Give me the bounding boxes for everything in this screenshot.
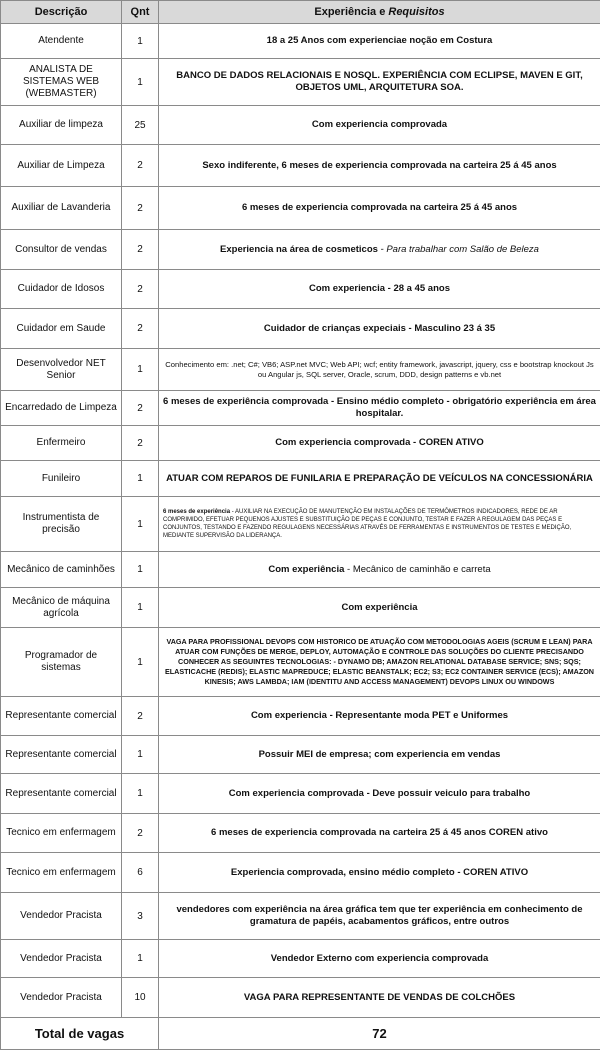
row-descricao: Programador de sistemas xyxy=(1,628,122,697)
table-row xyxy=(1,552,600,588)
header-qnt: Qnt xyxy=(122,1,159,24)
row-requisitos-bold: 6 meses de experiência xyxy=(163,509,230,515)
row-requisitos: 6 meses de experiencia comprovada na carteira 25 á 45 anos COREN ativo xyxy=(159,814,600,853)
row-descricao: Auxiliar de limpeza xyxy=(1,106,122,145)
table-row xyxy=(1,24,600,59)
row-descricao: Cuidador de Idosos xyxy=(1,270,122,309)
row-requisitos: Conhecimento em: .net; C#; VB6; ASP.net MVC; Web API; wcf; entity framework, javascript, jquery, css e bootstrap knockout Js ou Angular js, SQL server, Oracle, scrum, DDD, design patterns e vb.net xyxy=(159,349,600,391)
row-qnt: 3 xyxy=(122,893,159,940)
row-qnt: 1 xyxy=(122,552,159,588)
row-qnt: 2 xyxy=(122,426,159,461)
row-requisitos: Com experiencia comprovada - COREN ATIVO xyxy=(159,426,600,461)
row-descricao: Mecânico de caminhões xyxy=(1,552,122,588)
table-row xyxy=(1,940,600,978)
table-row xyxy=(1,145,600,187)
row-qnt: 2 xyxy=(122,270,159,309)
row-qnt: 1 xyxy=(122,628,159,697)
table-row xyxy=(1,853,600,893)
row-requisitos: vendedores com experiência na área gráfica tem que ter experiência em conhecimento de gramatura de papéis, acabamentos gráficos, entre outros xyxy=(159,893,600,940)
total-label: Total de vagas xyxy=(1,1018,159,1050)
table-row xyxy=(1,628,600,697)
table-row xyxy=(1,309,600,349)
row-requisitos: Cuidador de crianças expeciais - Masculino 23 á 35 xyxy=(159,309,600,349)
row-requisitos: Vendedor Externo com experiencia comprovada xyxy=(159,940,600,978)
row-descricao: Desenvolvedor NET Senior xyxy=(1,349,122,391)
row-qnt: 1 xyxy=(122,736,159,774)
table-row xyxy=(1,59,600,106)
row-descricao: Atendente xyxy=(1,24,122,59)
table-row xyxy=(1,736,600,774)
row-descricao: Representante comercial xyxy=(1,697,122,736)
row-qnt: 2 xyxy=(122,391,159,426)
table-row xyxy=(1,697,600,736)
row-requisitos: VAGA PARA REPRESENTANTE DE VENDAS DE COLCHÕES xyxy=(159,978,600,1018)
row-descricao: Consultor de vendas xyxy=(1,230,122,270)
header-experiencia xyxy=(159,1,600,24)
row-requisitos: Com experiencia - Representante moda PET e Uniformes xyxy=(159,697,600,736)
header-requisitos-label: Requisitos xyxy=(388,6,444,18)
row-descricao: Vendedor Pracista xyxy=(1,940,122,978)
row-requisitos: Com experiencia - 28 a 45 anos xyxy=(159,270,600,309)
row-descricao: Auxiliar de Lavanderia xyxy=(1,187,122,230)
table-row xyxy=(1,814,600,853)
row-qnt: 2 xyxy=(122,187,159,230)
row-qnt: 10 xyxy=(122,978,159,1018)
row-qnt: 1 xyxy=(122,497,159,552)
row-qnt: 1 xyxy=(122,59,159,106)
row-requisitos: 6 meses de experiência comprovada - Ensino médio completo - obrigatório experiência em área hospitalar. xyxy=(159,391,600,426)
row-qnt: 1 xyxy=(122,461,159,497)
table-row xyxy=(1,893,600,940)
table-row xyxy=(1,426,600,461)
row-requisitos: Com experiência xyxy=(159,588,600,628)
row-requisitos-italic: - Para trabalhar com Salão de Beleza xyxy=(378,244,539,255)
row-descricao: Tecnico em enfermagem xyxy=(1,814,122,853)
row-qnt: 1 xyxy=(122,774,159,814)
table-row xyxy=(1,391,600,426)
row-qnt: 25 xyxy=(122,106,159,145)
header-descricao: Descrição xyxy=(1,1,122,24)
row-requisitos xyxy=(159,552,600,588)
total-row xyxy=(1,1018,600,1050)
row-qnt: 1 xyxy=(122,24,159,59)
row-requisitos: 18 a 25 Anos com experienciae noção em Costura xyxy=(159,24,600,59)
row-descricao: ANALISTA DE SISTEMAS WEB (WEBMASTER) xyxy=(1,59,122,106)
header-experiencia-label: Experiência e xyxy=(314,6,388,18)
row-requisitos: Sexo indiferente, 6 meses de experiencia comprovada na carteira 25 á 45 anos xyxy=(159,145,600,187)
row-requisitos xyxy=(159,230,600,270)
table-row xyxy=(1,349,600,391)
row-descricao: Cuidador em Saude xyxy=(1,309,122,349)
row-qnt: 2 xyxy=(122,230,159,270)
row-descricao: Enfermeiro xyxy=(1,426,122,461)
row-qnt: 2 xyxy=(122,309,159,349)
row-requisitos: Experiencia comprovada, ensino médio completo - COREN ATIVO xyxy=(159,853,600,893)
table-header-row xyxy=(1,1,600,24)
row-descricao: Representante comercial xyxy=(1,774,122,814)
row-qnt: 6 xyxy=(122,853,159,893)
row-qnt: 1 xyxy=(122,349,159,391)
row-requisitos: BANCO DE DADOS RELACIONAIS E NOSQL. EXPERIÊNCIA COM ECLIPSE, MAVEN E GIT, OBJETOS UML, ARQUITETURA SOA. xyxy=(159,59,600,106)
row-requisitos: VAGA PARA PROFISSIONAL DEVOPS COM HISTORICO DE ATUAÇÃO COM METODOLOGIAS AGEIS (SCRUM E LEAN) PARA ATUAR COM FUNÇÕES DE MERGE, DEPLOY, AUTOMAÇÃO E CONTROLE DAS SOLUÇÕES DO CLIENTE PRECISANDO CONHECER AS SEGUINTES TECNOLOGIAS: - DYNAMO DB; AMAZON RELATIONAL DATABASE SERVICE; SNS; SQS; ELASTICACHE (REDIS); ELASTIC MAPREDUCE; ELASTIC BEANSTALK; EC2; S3; EC2 CONTAINER SERVICE (ECS); AMAZON KINESIS; AWS LAMBDA; IAM (IDENTITU AND ACCESS MANAGEMENT) DEVOPS LINUX OU WINDOWS xyxy=(159,628,600,697)
table-row xyxy=(1,187,600,230)
row-requisitos-bold: Com experiência xyxy=(268,564,344,575)
row-requisitos-text: - AUXILIAR NA EXECUÇÃO DE MANUTENÇÃO EM INSTALAÇÕES DE TERMÔMETROS INDICADORES, REDE DE AR COMPRIMIDO, EFETUAR PEQUENOS AJUSTES E SUBSTITUIÇÃO DE PEÇAS E CONJUNTO, TESTAR E FAZER A REGULAGEM DAS PEÇAS E CONJUNTOS, TESTANDO E FAZENDO REGULAGENS NECESSÁRIAS ATRAVÉS DE FERRAMENTAS E INSTRUMENTOS DE TESTES E MEDIÇÃO, MEDIANTE SUPERVISÃO DA LIDERANÇA. xyxy=(163,509,571,539)
row-requisitos: Com experiencia comprovada xyxy=(159,106,600,145)
table-row xyxy=(1,774,600,814)
row-descricao: Mecânico de máquina agrícola xyxy=(1,588,122,628)
row-descricao: Tecnico em enfermagem xyxy=(1,853,122,893)
row-qnt: 1 xyxy=(122,588,159,628)
table-row xyxy=(1,978,600,1018)
row-requisitos-bold: Experiencia na área de cosmeticos xyxy=(220,244,378,255)
row-requisitos: ATUAR COM REPAROS DE FUNILARIA E PREPARAÇÃO DE VEÍCULOS NA CONCESSIONÁRIA xyxy=(159,461,600,497)
table-row xyxy=(1,461,600,497)
row-qnt: 2 xyxy=(122,145,159,187)
row-descricao: Instrumentista de precisão xyxy=(1,497,122,552)
row-descricao: Encarredado de Limpeza xyxy=(1,391,122,426)
table-row xyxy=(1,270,600,309)
row-descricao: Auxiliar de Limpeza xyxy=(1,145,122,187)
row-qnt: 2 xyxy=(122,814,159,853)
row-descricao: Funileiro xyxy=(1,461,122,497)
table-row xyxy=(1,230,600,270)
row-qnt: 1 xyxy=(122,940,159,978)
table-row xyxy=(1,106,600,145)
table-row xyxy=(1,588,600,628)
row-requisitos: Com experiencia comprovada - Deve possuir veiculo para trabalho xyxy=(159,774,600,814)
row-descricao: Representante comercial xyxy=(1,736,122,774)
table-row xyxy=(1,497,600,552)
row-requisitos: 6 meses de experiencia comprovada na carteira 25 á 45 anos xyxy=(159,187,600,230)
row-requisitos xyxy=(159,497,600,552)
total-value: 72 xyxy=(159,1018,600,1050)
row-requisitos-normal: - Mecânico de caminhão e carreta xyxy=(344,564,490,575)
row-requisitos: Possuir MEI de empresa; com experiencia em vendas xyxy=(159,736,600,774)
row-descricao: Vendedor Pracista xyxy=(1,893,122,940)
row-descricao: Vendedor Pracista xyxy=(1,978,122,1018)
row-qnt: 2 xyxy=(122,697,159,736)
